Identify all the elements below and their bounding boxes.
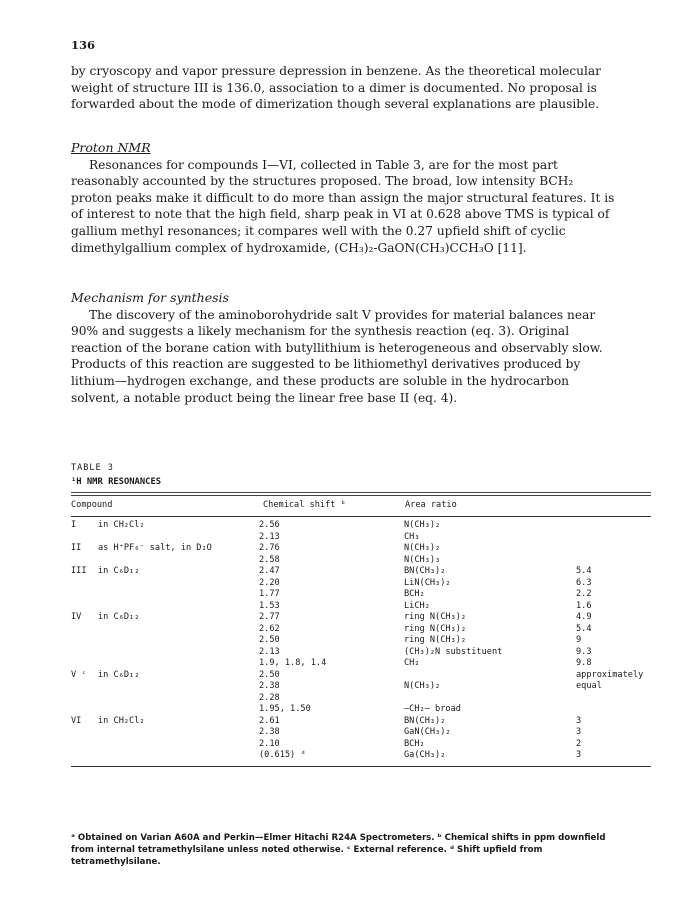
table-row: [71, 658, 651, 670]
cell-solvent: in C₆D₁₂: [98, 612, 140, 622]
table-bottom-rule: [71, 766, 651, 767]
table-top-rule: [71, 492, 651, 493]
table-row: [71, 532, 651, 544]
cell-assignment: Ga(CH₃)₂: [404, 750, 446, 760]
section-proton-nmr: [71, 140, 616, 256]
table-row: [71, 543, 651, 555]
table-row: [71, 520, 651, 532]
cell-assignment: —CH₂— broad: [404, 704, 461, 714]
cell-shift: 2.76: [259, 543, 280, 553]
cell-assignment: LiCH₂: [404, 600, 430, 611]
cell-shift: 1.77: [259, 589, 280, 599]
table-row: [71, 612, 651, 624]
cell-area-ratio: 2: [576, 738, 582, 749]
cell-solvent: in C₆D₁₂: [98, 566, 140, 576]
cell-assignment: ring N(CH₃)₂: [404, 612, 467, 622]
cell-area-ratio: 2.2: [576, 589, 592, 599]
table-row: [71, 693, 651, 705]
table-row: [71, 589, 651, 601]
paragraph-mechanism: The discovery of the aminoborohydride salt V provides for material balances near 90% and suggests a likely mechanism for the synthesis reaction (eq. 3). Original reaction of the borane cation with butyllithium is heterogeneous and observably slow. Products of this reaction are suggested to be lithiomethyl derivatives produced by lithium—hydrogen exchange, and these products are soluble in the hydrocarbon solvent, a notable product being the linear free base II (eq. 4).: [71, 307, 603, 405]
cell-assignment: BN(CH₃)₂: [404, 566, 446, 576]
table-row: [71, 670, 651, 682]
cell-assignment: N(CH₃)₂: [404, 520, 441, 530]
cell-shift: 2.13: [259, 531, 280, 542]
nmr-table: [71, 463, 651, 767]
cell-area-ratio: 9.8: [576, 658, 592, 668]
cell-area-ratio: 9: [576, 635, 582, 645]
table-row: [71, 601, 651, 613]
table-row: [71, 647, 651, 659]
cell-compound: I: [71, 520, 77, 530]
cell-area-ratio: 3: [576, 715, 582, 726]
table-footnote: ᵃ Obtained on Varian A60A and Perkin—Elmer Hitachi R24A Spectrometers. ᵇ Chemical shifts in ppm downfield from internal tetramethylsilane unless noted otherwise. ᶜ External reference. ᵈ Shift upfield from tetramethylsilane.: [71, 833, 606, 867]
header-compound: Compound: [71, 500, 113, 510]
cell-area-ratio: 4.9: [576, 612, 592, 622]
cell-compound: V ᶜ: [71, 669, 87, 680]
table-row: [71, 578, 651, 590]
cell-assignment: N(CH₃)₃: [404, 554, 441, 565]
header-area-ratio: Area ratio: [405, 500, 457, 510]
cell-area-ratio: 6.3: [576, 577, 592, 588]
cell-area-ratio: 3: [576, 750, 582, 760]
paragraph-dimerization: [71, 63, 616, 113]
cell-area-ratio: 3: [576, 727, 582, 737]
cell-compound: II: [71, 543, 82, 553]
table-header: [71, 500, 651, 516]
section-mechanism: [71, 290, 616, 406]
cell-assignment: BN(CH₃)₂: [404, 715, 446, 726]
cell-assignment: GaN(CH₃)₂: [404, 727, 451, 737]
cell-assignment: CH₂: [404, 658, 420, 668]
cell-shift: 2.13: [259, 646, 280, 657]
cell-assignment: BCH₂: [404, 589, 425, 599]
cell-area-ratio: 9.3: [576, 646, 592, 657]
cell-assignment: ring N(CH₃)₂: [404, 623, 467, 634]
page-number: 136: [71, 38, 96, 52]
table-row: [71, 624, 651, 636]
cell-solvent: in CH₂Cl₂: [98, 520, 145, 530]
cell-assignment: CH₃: [404, 531, 420, 542]
paragraph-proton-nmr: Resonances for compounds I—VI, collected in Table 3, are for the most part reasonably accounted by the structures proposed. The broad, low intensity BCH₂ proton peaks make it difficult to do more than assign the major structural features. It is of interest to note that the high field, sharp peak in VI at 0.628 above TMS is typical of gallium methyl resonances; it compares well with the 0.27 upfield shift of cyclic dimethylgallium complex of hydroxamide, (CH₃)₂-GaON(CH₃)CCH₃O [11].: [71, 157, 615, 255]
table-row: [71, 704, 651, 716]
cell-assignment: N(CH₃)₂: [404, 543, 441, 553]
table-row: [71, 739, 651, 751]
cell-shift: 2.38: [259, 727, 280, 737]
cell-shift: 2.62: [259, 623, 280, 634]
cell-area-ratio: 5.4: [576, 623, 592, 634]
cell-assignment: N(CH₃)₂: [404, 681, 441, 691]
cell-area-ratio: approximately: [576, 669, 644, 680]
cell-assignment: LiN(CH₃)₂: [404, 577, 451, 588]
table-row: [71, 566, 651, 578]
cell-shift: 1.9, 1.8, 1.4: [259, 658, 327, 668]
heading-proton-nmr: Proton NMR: [71, 140, 151, 155]
cell-shift: 2.50: [259, 669, 280, 680]
cell-assignment: ring N(CH₃)₂: [404, 635, 467, 645]
cell-compound: IV: [71, 612, 82, 622]
cell-solvent: in CH₂Cl₂: [98, 715, 145, 726]
table-row: [71, 555, 651, 567]
cell-shift: 2.56: [259, 520, 280, 530]
cell-shift: 1.95, 1.50: [259, 704, 311, 714]
table-row: [71, 750, 651, 762]
table-row: [71, 727, 651, 739]
table-row: [71, 635, 651, 647]
table-top-rule-2: [71, 495, 651, 496]
paragraph-dimerization-text: by cryoscopy and vapor pressure depression in benzene. As the theoretical molecular weight of structure III is 136.0, association to a dimer is documented. No proposal is forwarded about the mode of dimerization though several explanations are plausible.: [71, 64, 601, 112]
header-chemical-shift: Chemical shift ᵇ: [263, 500, 346, 510]
table-body: [71, 520, 651, 762]
cell-shift: 2.58: [259, 554, 280, 565]
cell-compound: III: [71, 566, 87, 576]
table-row: [71, 716, 651, 728]
cell-shift: 2.77: [259, 612, 280, 622]
cell-compound: VI: [71, 715, 82, 726]
table-title: ¹H NMR RESONANCES: [71, 477, 162, 487]
cell-shift: 2.28: [259, 692, 280, 703]
cell-solvent: in C₆D₁₂: [98, 669, 140, 680]
cell-shift: 2.38: [259, 681, 280, 691]
cell-shift: 2.10: [259, 738, 280, 749]
cell-shift: 2.47: [259, 566, 280, 576]
table-row: [71, 681, 651, 693]
cell-shift: 1.53: [259, 600, 280, 611]
cell-solvent: as H⁺PF₆⁻ salt, in D₂O: [98, 543, 212, 553]
table-caption: TABLE 3: [71, 463, 114, 473]
cell-area-ratio: 5.4: [576, 566, 592, 576]
heading-mechanism: Mechanism for synthesis: [71, 290, 229, 305]
cell-shift: (0.615) ᵈ: [259, 750, 306, 760]
cell-shift: 2.61: [259, 715, 280, 726]
cell-shift: 2.50: [259, 635, 280, 645]
cell-area-ratio: 1.6: [576, 600, 592, 611]
cell-assignment: BCH₂: [404, 738, 425, 749]
cell-shift: 2.20: [259, 577, 280, 588]
table-header-rule: [71, 516, 651, 517]
cell-area-ratio: equal: [576, 681, 602, 691]
cell-assignment: (CH₃)₂N substituent: [404, 646, 503, 657]
